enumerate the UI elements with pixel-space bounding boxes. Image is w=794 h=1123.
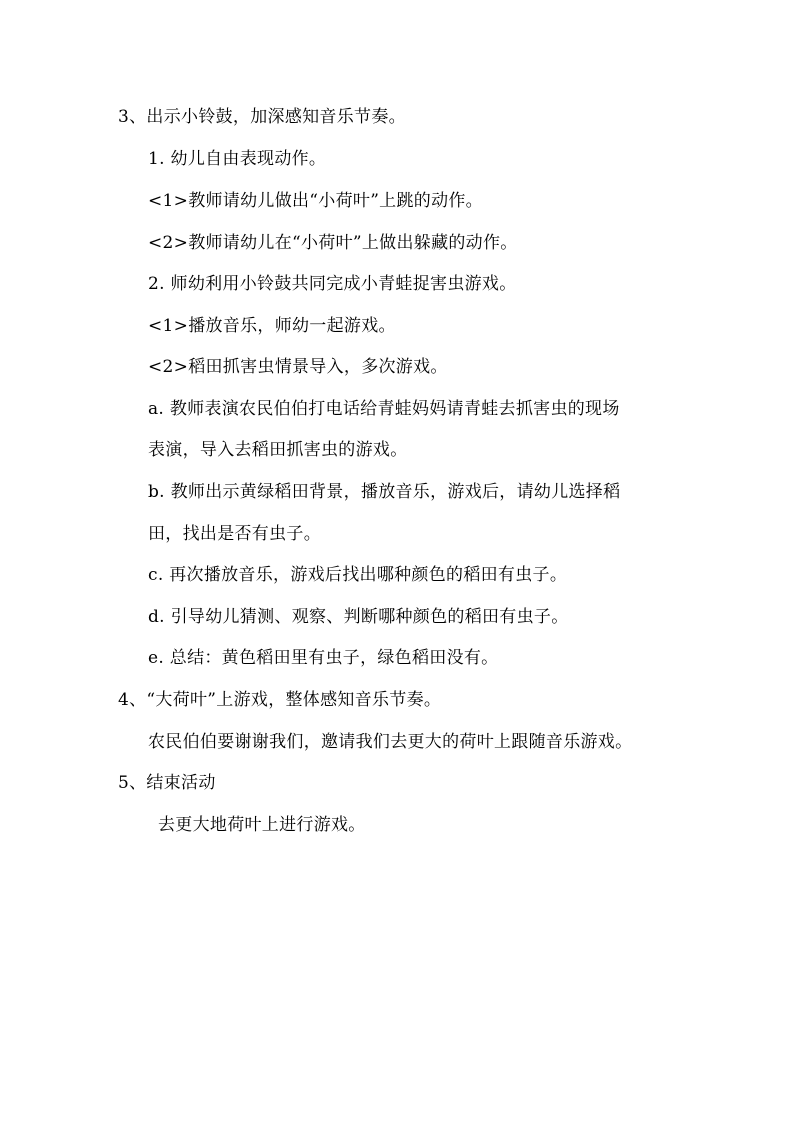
step-b-line-2: 田，找出是否有虫子。 (148, 524, 321, 544)
sub-item-2-2: <2>稻田抓害虫情景导入，多次游戏。 (148, 357, 448, 377)
section-4-body: 农民伯伯要谢谢我们，邀请我们去更大的荷叶上跟随音乐游戏。 (148, 732, 633, 752)
section-4-heading: 4、“大荷叶”上游戏，整体感知音乐节奏。 (118, 690, 442, 710)
sub-item-2-1: <1>播放音乐，师幼一起游戏。 (148, 316, 396, 336)
section-5-body: 去更大地荷叶上进行游戏。 (158, 815, 366, 835)
step-c: c. 再次播放音乐，游戏后找出哪种颜色的稻田有虫子。 (148, 565, 568, 585)
step-a-line-2: 表演，导入去稻田抓害虫的游戏。 (148, 440, 408, 460)
step-e: e. 总结：黄色稻田里有虫子，绿色稻田没有。 (148, 648, 499, 668)
sub-item-1-2: <2>教师请幼儿在“小荷叶”上做出躲藏的动作。 (148, 233, 518, 253)
sub-item-1-1: <1>教师请幼儿做出“小荷叶”上跳的动作。 (148, 191, 483, 211)
step-d: d. 引导幼儿猜测、观察、判断哪种颜色的稻田有虫子。 (148, 607, 569, 627)
item-1-heading: 1. 幼儿自由表现动作。 (148, 149, 327, 169)
section-3-heading: 3、出示小铃鼓，加深感知音乐节奏。 (118, 107, 406, 127)
step-a-line-1: a. 教师表演农民伯伯打电话给青蛙妈妈请青蛙去抓害虫的现场 (148, 399, 620, 419)
item-2-heading: 2. 师幼利用小铃鼓共同完成小青蛙捉害虫游戏。 (148, 274, 517, 294)
step-b-line-1: b. 教师出示黄绿稻田背景，播放音乐，游戏后，请幼儿选择稻 (148, 482, 621, 502)
section-5-heading: 5、结束活动 (118, 773, 216, 793)
